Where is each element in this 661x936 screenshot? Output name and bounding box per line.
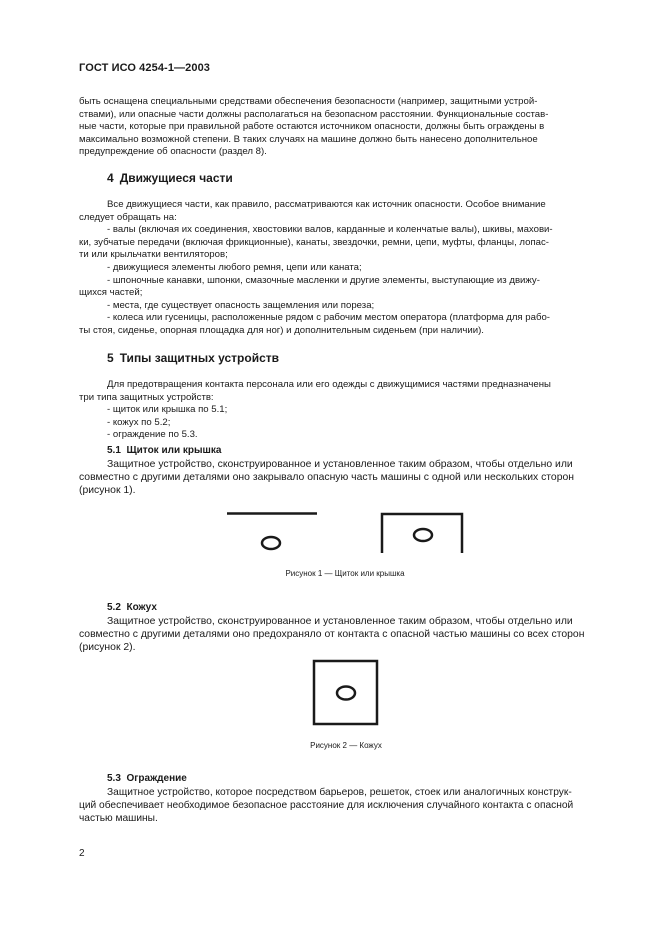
- subsection-5-3-heading: [79, 773, 614, 786]
- list-item: - валы (включая их соединения, хвостовики валов, карданные и коленчатые валы), шкивы, махови-: [107, 224, 553, 236]
- figure-2-caption: Рисунок 2 — Кожух: [310, 741, 382, 750]
- text-line: (рисунок 1).: [79, 485, 136, 497]
- subsection-5-3-body: [79, 786, 614, 826]
- subsection-5-2-heading: [79, 602, 614, 615]
- housing-outline: [314, 661, 377, 724]
- figure-1-caption: Рисунок 1 — Щиток или крышка: [285, 569, 405, 578]
- intro-paragraph: [79, 96, 614, 159]
- text-line: ки, зубчатые передачи (включая фрикционные), канаты, звездочки, ремни, цепи, муфты, фланцы, лопас-: [79, 236, 549, 248]
- section-title: Движущиеся части: [119, 171, 233, 185]
- section-4-heading: [107, 171, 233, 185]
- text-line: ти или крыльчатки вентиляторов;: [79, 249, 228, 261]
- text-line: следует обращать на:: [79, 211, 177, 223]
- section-number: 5: [107, 351, 114, 365]
- subsection-5-1-body: [79, 458, 614, 498]
- section-5-heading: [107, 351, 279, 365]
- text-line: ты стоя, сиденье, опорная площадка для ног) и дополнительным сиденьем (при наличии).: [79, 324, 484, 336]
- section-title: Типы защитных устройств: [119, 351, 280, 365]
- hazard-part-circle: [262, 537, 280, 549]
- text-line: Защитное устройство, сконструированное и установленное таким образом, чтобы отдельно или: [107, 459, 573, 470]
- text-line: частью машины.: [79, 813, 158, 825]
- hazard-part-circle: [337, 687, 355, 700]
- subsection-number: 5.2: [107, 602, 121, 613]
- text-line: Защитное устройство, сконструированное и установленное таким образом, чтобы отдельно или: [107, 616, 573, 627]
- text-line: ций обеспечивает необходимое безопасное расстояние для исключения случайного контакта с опасной: [79, 800, 574, 812]
- text-line: три типа защитных устройств:: [79, 391, 214, 403]
- text-line: максимально возможной степени. В таких случаях на машине должно быть нанесено дополнительное: [79, 133, 538, 145]
- list-item: - кожух по 5.2;: [107, 416, 171, 428]
- section-4-body: [79, 199, 614, 338]
- list-item: - движущиеся элементы любого ремня, цепи или каната;: [107, 261, 362, 273]
- text-line: совместно с другими деталями оно закрывало опасную часть машины с одной или нескольких сторон: [79, 472, 574, 484]
- page-number: 2: [79, 848, 85, 859]
- list-item: - ограждение по 5.3.: [107, 429, 198, 441]
- subsection-title: Щиток или крышка: [126, 445, 222, 456]
- text-line: быть оснащена специальными средствами обеспечения безопасности (например, защитными устрой-: [79, 96, 538, 107]
- subsection-title: Кожух: [126, 602, 157, 613]
- text-line: щихся частей;: [79, 287, 143, 299]
- text-line: Защитное устройство, которое посредством барьеров, решеток, стоек или аналогичных конструк-: [107, 787, 572, 798]
- subsection-5-1-heading: [79, 445, 614, 458]
- subsection-5-2-body: [79, 615, 614, 655]
- figure-2-housing-drawing: [0, 660, 661, 740]
- text-line: ствами), или опасные части должны располагаться на безопасном расстоянии. Функциональные состав-: [79, 108, 549, 120]
- text-line: совместно с другими деталями оно предохраняло от контакта с опасной частью машины со всех сторон: [79, 629, 585, 641]
- text-line: ные части, которые при правильной работе остаются источником опасности, должны быть ограждены в: [79, 121, 545, 133]
- text-line: предупреждение об опасности (раздел 8).: [79, 146, 267, 158]
- list-item: - щиток или крышка по 5.1;: [107, 404, 228, 416]
- section-5-body: [79, 379, 614, 442]
- subsection-number: 5.1: [107, 445, 121, 456]
- cover-outline: [382, 514, 462, 553]
- subsection-number: 5.3: [107, 773, 121, 784]
- document-header: ГОСТ ИСО 4254-1—2003: [79, 62, 211, 74]
- list-item: - шпоночные канавки, шпонки, смазочные масленки и другие элементы, выступающие из движу-: [107, 274, 540, 286]
- hazard-part-circle: [414, 529, 432, 541]
- text-line: (рисунок 2).: [79, 642, 136, 654]
- list-item: - колеса или гусеницы, расположенные рядом с рабочим местом оператора (платформа для рабо-: [107, 312, 550, 324]
- text-line: Все движущиеся части, как правило, рассматриваются как источник опасности. Особое внимание: [107, 199, 546, 210]
- text-line: Для предотвращения контакта персонала или его одежды с движущимися частями предназначены: [107, 379, 551, 390]
- subsection-title: Ограждение: [126, 773, 187, 784]
- list-item: - места, где существует опасность защемления или пореза;: [107, 299, 375, 311]
- section-number: 4: [107, 171, 114, 185]
